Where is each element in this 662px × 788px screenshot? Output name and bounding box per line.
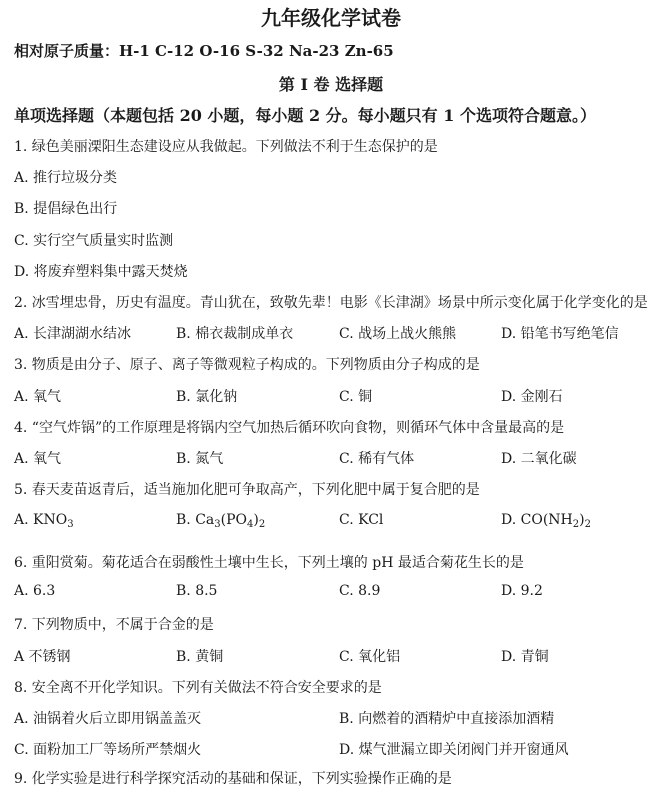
q1-option-c: C. 实行空气质量实时监测 (14, 233, 174, 249)
question-9-stem: 9. 化学实验是进行科学探究活动的基础和保证，下列实验操作正确的是 (14, 771, 452, 787)
q1-option-d: D. 将废弃塑料集中露天焚烧 (14, 264, 188, 280)
formula-urea: $CO(NH_2)_2$ (520, 512, 591, 530)
q5-option-b (176, 512, 265, 530)
q4-option-a: A. 氧气 (14, 451, 62, 467)
q1-option-b: B. 提倡绿色出行 (14, 201, 118, 217)
q4-option-b: B. 氮气 (176, 451, 224, 467)
q6-option-c: C. 8.9 (339, 583, 381, 599)
q7-option-b: B. 黄铜 (176, 649, 224, 665)
q2-option-b: B. 棉衣裁制成单衣 (176, 326, 294, 342)
formula-kno3: $KNO_3$ (33, 512, 74, 530)
q4-option-d: D. 二氧化碳 (501, 451, 577, 467)
q3-option-b: B. 氯化钠 (176, 389, 238, 405)
section-title: 第 I 卷 选择题 (278, 75, 384, 94)
q3-option-d: D. 金刚石 (501, 389, 563, 405)
q5-option-c (339, 512, 383, 528)
atomic-masses: 相对原子质量：H-1 C-12 O-16 S-32 Na-23 Zn-65 (14, 42, 394, 60)
q2-option-c: C. 战场上战火熊熊 (339, 326, 457, 342)
q7-option-c: C. 氧化铝 (339, 649, 401, 665)
question-1-stem: 1. 绿色美丽溧阳生态建设应从我做起。下列做法不利于生态保护的是 (14, 139, 438, 155)
question-5-stem: 5. 春天麦苗返青后，适当施加化肥可争取高产，下列化肥中属于复合肥的是 (14, 482, 480, 498)
q3-option-a: A. 氧气 (14, 389, 62, 405)
q5-option-d (501, 512, 591, 530)
q6-option-d: D. 9.2 (501, 583, 543, 599)
instructions: 单项选择题（本题包括 20 小题，每小题 2 分。每小题只有 1 个选项符合题意。） (14, 106, 596, 125)
question-3-stem: 3. 物质是由分子、原子、离子等微观粒子构成的。下列物质由分子构成的是 (14, 357, 480, 373)
q3-option-c: C. 铜 (339, 389, 373, 405)
q5-option-b-label: B. (176, 512, 191, 528)
q6-option-a: A. 6.3 (14, 583, 56, 599)
q2-option-a: A. 长津湖湖水结冰 (14, 326, 132, 342)
formula-ca3po42: $Ca_3(PO_4)_2$ (195, 512, 266, 530)
question-2-stem: 2. 冰雪埋忠骨，历史有温度。青山犹在，致敬先辈！电影《长津湖》场景中所示变化属于化学变化的是 (14, 295, 648, 311)
q5-option-a (14, 512, 74, 530)
question-6-stem: 6. 重阳赏菊。菊花适合在弱酸性土壤中生长，下列土壤的 pH 最适合菊花生长的是 (14, 555, 524, 571)
q8-option-d: D. 煤气泄漏立即关闭阀门并开窗通风 (339, 742, 569, 758)
q5-option-c-label: C. (339, 512, 354, 528)
q8-option-a: A. 油锅着火后立即用锅盖盖灭 (14, 711, 202, 727)
q4-option-c: C. 稀有气体 (339, 451, 415, 467)
question-8-stem: 8. 安全离不开化学知识。下列有关做法不符合安全要求的是 (14, 680, 382, 696)
question-4-stem: 4. “空气炸锅”的工作原理是将锅内空气加热后循环吹向食物，则循环气体中含量最高的是 (14, 420, 565, 436)
q8-option-c: C. 面粉加工厂等场所严禁烟火 (14, 742, 202, 758)
q2-option-d: D. 铅笔书写绝笔信 (501, 326, 619, 342)
q6-option-b: B. 8.5 (176, 583, 218, 599)
q1-option-a: A. 推行垃圾分类 (14, 170, 118, 186)
q7-option-d: D. 青铜 (501, 649, 549, 665)
exam-title: 九年级化学试卷 (261, 6, 401, 30)
question-7-stem: 7. 下列物质中，不属于合金的是 (14, 617, 214, 633)
formula-kcl: KCl (358, 512, 384, 528)
q7-option-a: A 不锈钢 (14, 649, 71, 665)
q5-option-d-label: D. (501, 512, 517, 528)
q8-option-b: B. 向燃着的酒精炉中直接添加酒精 (339, 711, 555, 727)
q5-option-a-label: A. (14, 512, 29, 528)
